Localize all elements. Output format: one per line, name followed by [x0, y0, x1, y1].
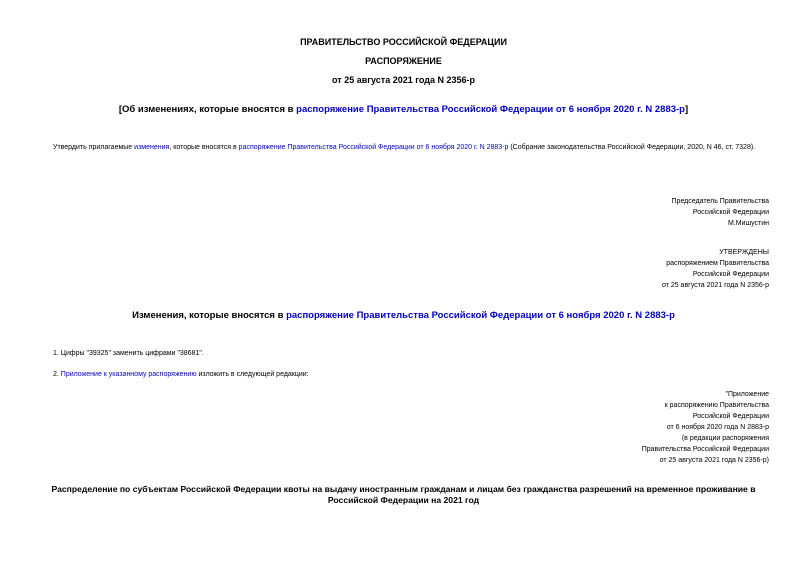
- approved-line-2: распоряжением Правительства: [666, 260, 769, 267]
- title-prefix: [Об изменениях, которые вносятся в: [118, 104, 297, 115]
- signature-line-1: Председатель Правительства: [671, 198, 769, 205]
- appendix-block: [642, 389, 769, 466]
- signature-line-2: Российской Федерации: [692, 209, 769, 216]
- title-suffix: ]: [684, 104, 689, 115]
- signature-line-3: М.Мишустин: [727, 220, 769, 227]
- approved-block: [662, 247, 769, 291]
- approved-line-4: от 25 августа 2021 года N 2356-р: [661, 282, 769, 289]
- appendix-line-2: к распоряжению Правительства: [664, 402, 769, 409]
- approved-line-3: Российской Федерации: [692, 271, 769, 278]
- item-2-number: 2.: [53, 371, 61, 378]
- main-paragraph: [36, 142, 771, 153]
- appendix-line-5: (в редакции распоряжения: [681, 435, 769, 442]
- item-2-link-appendix[interactable]: Приложение к указанному распоряжению: [60, 371, 197, 378]
- p1-text-c: (Собрание законодательства Российской Федерации, 2020, N 46, ст. 7328).: [508, 144, 756, 151]
- document-date-number: от 25 августа 2021 года N 2356-р: [332, 75, 475, 85]
- item-1: 1. Цифры "39325" заменить цифрами "38681".: [53, 350, 204, 357]
- p1-text-b: , которые вносятся в: [169, 144, 239, 151]
- government-heading: ПРАВИТЕЛЬСТВО РОССИЙСКОЙ ФЕДЕРАЦИИ: [300, 37, 507, 47]
- p1-link-changes[interactable]: изменения: [134, 144, 170, 151]
- distribution-line-2: Российской Федерации на 2021 год: [327, 495, 480, 505]
- p1-text-a: Утвердить прилагаемые: [53, 144, 135, 151]
- title-link-decree-2883[interactable]: распоряжение Правительства Российской Федерации от 6 ноября 2020 г. N 2883-р: [296, 104, 685, 115]
- item-2-text: изложить в следующей редакции:: [196, 371, 309, 378]
- appendix-line-3: Российской Федерации: [692, 413, 769, 420]
- appendix-line-1: "Приложение: [725, 391, 769, 398]
- appendix-line-6: Правительства Российской Федерации: [641, 446, 769, 453]
- document-type: РАСПОРЯЖЕНИЕ: [365, 56, 442, 66]
- distribution-line-1: Распределение по субъектам Российской Федерации квоты на выдачу иностранным гражданам и лицам без гражданства разрешений на временное проживание в: [51, 484, 756, 494]
- changes-title-prefix: Изменения, которые вносятся в: [132, 310, 287, 321]
- item-2: [53, 369, 309, 380]
- changes-title: [0, 310, 807, 321]
- signature-block: [672, 196, 769, 229]
- changes-title-link-decree-2883[interactable]: распоряжение Правительства Российской Федерации от 6 ноября 2020 г. N 2883-р: [286, 310, 675, 321]
- p1-link-decree-2883[interactable]: распоряжение Правительства Российской Федерации от 6 ноября 2020 г. N 2883-р: [238, 144, 509, 151]
- document-title: [0, 104, 807, 115]
- distribution-title: [0, 484, 807, 506]
- appendix-line-7: от 25 августа 2021 года N 2356-р): [659, 457, 769, 464]
- appendix-line-4: от 6 ноября 2020 года N 2883-р: [666, 424, 769, 431]
- approved-line-1: УТВЕРЖДЕНЫ: [719, 249, 769, 256]
